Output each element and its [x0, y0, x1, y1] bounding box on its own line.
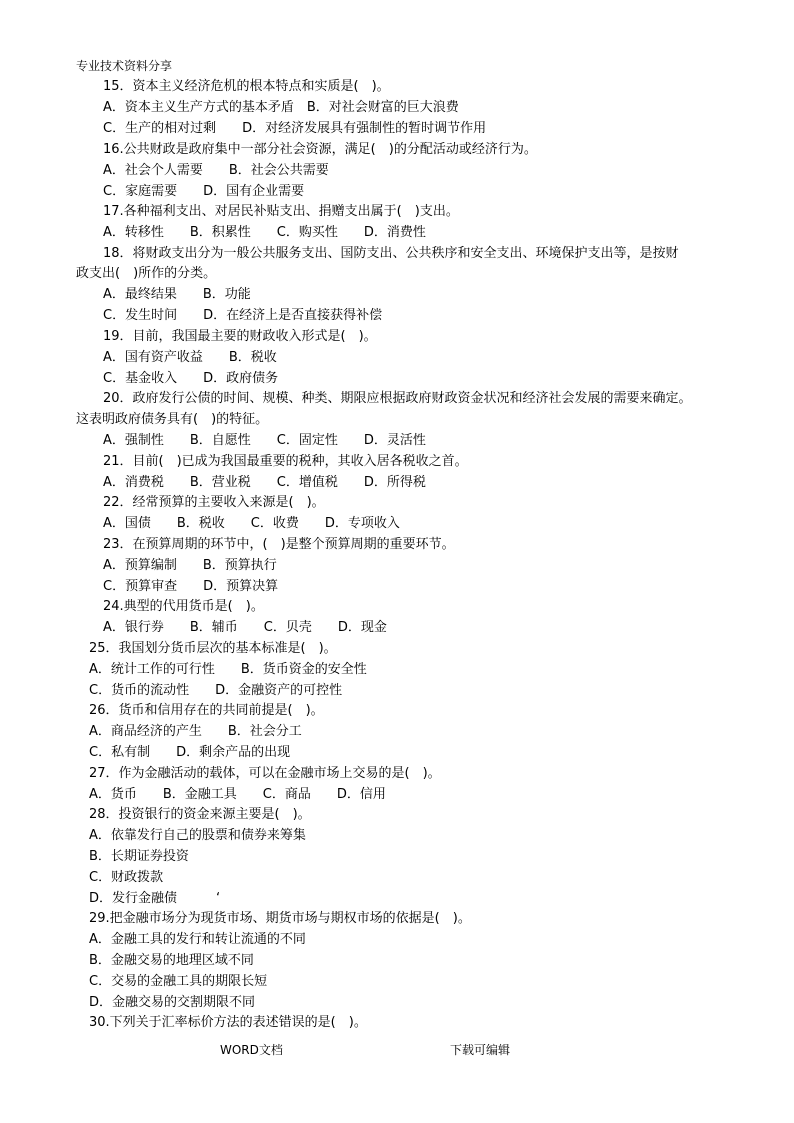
options-18-cd: C．发生时间 D．在经济上是否直接获得补偿 [103, 308, 383, 323]
options-26-ab: A．商品经济的产生 B．社会分工 [89, 724, 302, 739]
options-16-ab: A．社会个人需要 B．社会公共需要 [103, 163, 329, 178]
options-20: A．强制性 B．自愿性 C．固定性 D．灵活性 [103, 433, 426, 448]
options-22: A．国债 B．税收 C．收费 D．专项收入 [103, 516, 400, 531]
options-15-ab: A．资本主义生产方式的基本矛盾 B．对社会财富的巨大浪费 [103, 100, 459, 115]
options-25-cd: C．货币的流动性 D．金融资产的可控性 [89, 683, 343, 698]
question-16: 16.公共财政是政府集中一部分社会资源，满足( )的分配活动或经济行为。 [103, 142, 537, 157]
question-20: 20．政府发行公债的时间、规模、种类、期限应根据政府财政资金状况和经济社会发展的需要来确定。 [103, 391, 692, 406]
option-28-c: C．财政拨款 [89, 870, 164, 885]
options-18-ab: A．最终结果 B．功能 [103, 287, 251, 302]
options-23-cd: C．预算审查 D．预算决算 [103, 579, 279, 594]
options-27: A．货币 B．金融工具 C．商品 D．信用 [89, 787, 386, 802]
question-22: 22．经常预算的主要收入来源是( )。 [103, 495, 325, 510]
options-26-cd: C．私有制 D．剩余产品的出现 [89, 745, 291, 760]
question-15: 15．资本主义经济危机的根本特点和实质是( )。 [103, 79, 390, 94]
options-17: A．转移性 B．积累性 C．购买性 D．消费性 [103, 225, 426, 240]
question-18: 18．将财政支出分为一般公共服务支出、国防支出、公共秩序和安全支出、环境保护支出等，是按财 [103, 246, 679, 261]
option-29-d: D．金融交易的交割期限不同 [89, 995, 256, 1010]
option-28-b: B．长期证券投资 [89, 849, 189, 864]
question-17: 17.各种福利支出、对居民补贴支出、捐赠支出属于( )支出。 [103, 204, 459, 219]
options-25-ab: A．统计工作的可行性 B．货币资金的安全性 [89, 662, 367, 677]
options-19-cd: C．基金收入 D．政府债务 [103, 371, 279, 386]
options-19-ab: A．国有资产收益 B．税收 [103, 350, 277, 365]
question-19: 19．目前，我国最主要的财政收入形式是( )。 [103, 329, 377, 344]
options-24: A．银行券 B．辅币 C．贝壳 D．现金 [103, 620, 387, 635]
question-26: 26．货币和信用存在的共同前提是( )。 [89, 703, 324, 718]
options-21: A．消费税 B．营业税 C．增值税 D．所得税 [103, 475, 426, 490]
page-header: 专业技术资料分享 [76, 59, 173, 73]
option-28-d: D．发行金融债 ‘ [89, 891, 221, 906]
question-23: 23．在预算周期的环节中，( )是整个预算周期的重要环节。 [103, 537, 455, 552]
question-29: 29.把金融市场分为现货市场、期货市场与期权市场的依据是( )。 [89, 911, 471, 926]
options-23-ab: A．预算编制 B．预算执行 [103, 558, 277, 573]
question-20-cont: 这表明政府债务具有( )的特征。 [76, 412, 269, 427]
question-25: 25．我国划分货币层次的基本标准是( )。 [89, 641, 337, 656]
question-21: 21．目前( )已成为我国最重要的税种，其收入居各税收之首。 [103, 454, 468, 469]
option-29-c: C．交易的金融工具的期限长短 [89, 974, 268, 989]
question-18-cont: 政支出( )所作的分类。 [76, 266, 217, 281]
option-28-a: A．依靠发行自己的股票和债券来筹集 [89, 828, 306, 843]
footer-right: 下载可编辑 [450, 1043, 511, 1057]
option-29-b: B．金融交易的地理区域不同 [89, 953, 254, 968]
question-27: 27．作为金融活动的载体，可以在金融市场上交易的是( )。 [89, 766, 441, 781]
footer-left: WORD文档 [220, 1043, 283, 1057]
options-16-cd: C．家庭需要 D．国有企业需要 [103, 184, 305, 199]
option-29-a: A．金融工具的发行和转让流通的不同 [89, 932, 306, 947]
question-24: 24.典型的代用货币是( )。 [103, 599, 264, 614]
options-15-cd: C．生产的相对过剩 D．对经济发展具有强制性的暂时调节作用 [103, 121, 487, 136]
question-30: 30.下列关于汇率标价方法的表述错误的是( )。 [89, 1015, 367, 1030]
question-28: 28．投资银行的资金来源主要是( )。 [89, 807, 311, 822]
